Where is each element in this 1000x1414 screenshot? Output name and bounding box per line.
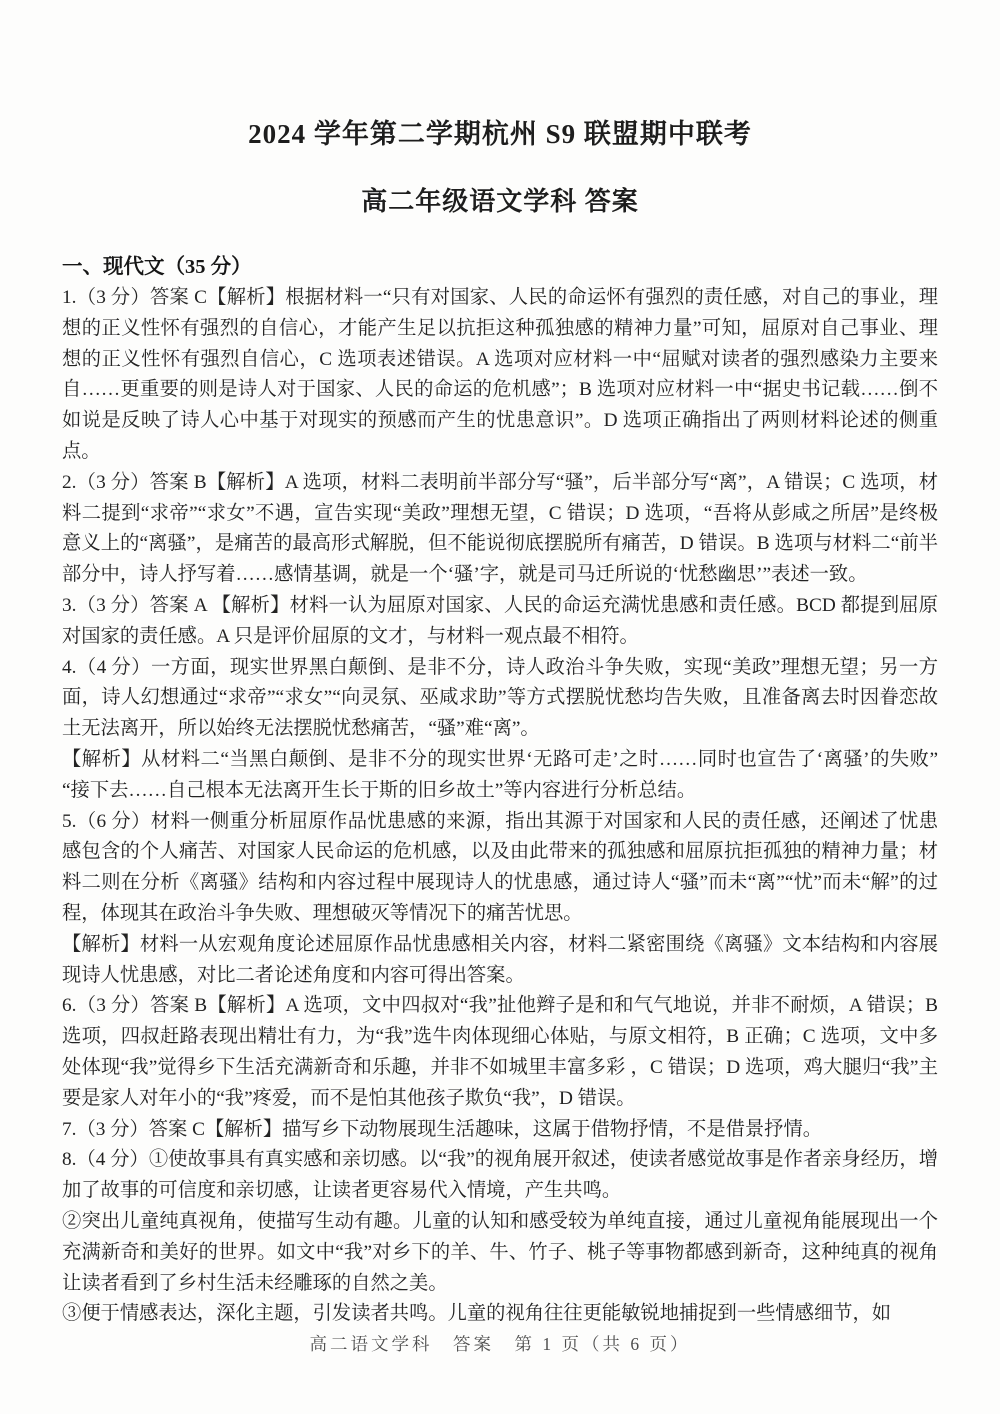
answer-8-point-2: ②突出儿童纯真视角，使描写生动有趣。儿童的认知和感受较为单纯直接，通过儿童视角能展现出一个充满新奇和美好的世界。如文中“我”对乡下的羊、牛、竹子、桃子等事物都感到新奇，这种纯真的视角让读者看到了乡村生活未经雕琢的自然之美。: [62, 1210, 938, 1294]
answer-5-analysis: 【解析】材料一从宏观角度论述屈原作品忧患感相关内容，材料二紧密围绕《离骚》文本结构和内容展现诗人忧患感，对比二者论述角度和内容可得出答案。: [62, 933, 938, 986]
answer-4-analysis: 【解析】从材料二“当黑白颠倒、是非不分的现实世界‘无路可走’之时……同时也宣告了‘离骚’的失败”“接下去……自己根本无法离开生长于斯的旧乡故土”等内容进行分析总结。: [62, 748, 938, 801]
answer-4: 4.（4 分）一方面，现实世界黑白颠倒、是非不分，诗人政治斗争失败，实现“美政”理想无望；另一方面，诗人幻想通过“求帝”“求女”“向灵氛、巫咸求助”等方式摆脱忧愁均告失败，且准备离去时因眷恋故土无法离开，所以始终无法摆脱忧愁痛苦，“骚”难“离”。: [62, 656, 938, 740]
answers-body: [62, 283, 938, 1330]
answer-6: 6.（3 分）答案 B【解析】A 选项，文中四叔对“我”扯他辫子是和和气气地说，并非不耐烦，A 错误；B 选项，四叔赶路表现出精壮有力，为“我”选牛肉体现细心体贴，与原文相符，B 正确；C 选项，文中多处体现“我”觉得乡下生活充满新奇和乐趣，并非不如城里丰富多彩 ，C 错误；D 选项，鸡大腿归“我”主要是家人对年小的“我”疼爱，而不是怕其他孩子欺负“我”，D 错误。: [62, 995, 938, 1109]
answer-8-point-3: ③便于情感表达，深化主题，引发读者共鸣。儿童的视角往往更能敏锐地捕捉到一些情感细节，如: [62, 1303, 892, 1325]
page-subtitle: 高二年级语文学科 答案: [361, 187, 639, 216]
answer-8-point-1: 8.（4 分）①使故事具有真实感和亲切感。以“我”的视角展开叙述，使读者感觉故事是作者亲身经历，增加了故事的可信度和亲切感，让读者更容易代入情境，产生共鸣。: [62, 1149, 938, 1202]
page-title: 2024 学年第二学期杭州 S9 联盟期中联考: [248, 119, 752, 149]
answer-3: 3.（3 分）答案 A 【解析】材料一认为屈原对国家、人民的命运充满忧患感和责任感。BCD 都提到屈原对国家的责任感。A 只是评价屈原的文才，与材料一观点最不相符。: [62, 594, 938, 647]
answer-2: 2.（3 分）答案 B【解析】A 选项，材料二表明前半部分写“骚”，后半部分写“离”，A 错误；C 选项，材料二提到“求帝”“求女”不遇，宣告实现“美政”理想无望，C 错误；D 选项，“吾将从彭咸之所居”是终极意义上的“离骚”，是痛苦的最高形式解脱，但不能说彻底摆脱所有痛苦，D 错误。B 选项与材料二“前半部分中，诗人抒写着……感情基调，就是一个‘骚’字，就是司马迁所说的‘忧愁幽思’”表述一致。: [62, 471, 938, 586]
answer-1: 1.（3 分）答案 C【解析】根据材料一“只有对国家、人民的命运怀有强烈的责任感，对自己的事业，理想的正义性怀有强烈的自信心，才能产生足以抗拒这种孤独感的精神力量”可知，屈原对自己事业、理想的正义性怀有强烈自信心，C 选项表述错误。A 选项对应材料一中“屈赋对读者的强烈感染力主要来自……更重要的则是诗人对于国家、人民的命运的危机感”；B 选项对应材料一中“据史书记载……倒不如说是反映了诗人心中基于对现实的预感而产生的忧患意识”。D 选项正确指出了两则材料论述的侧重点。: [62, 287, 938, 462]
page-footer: 高二语文学科 答案 第 1 页（共 6 页）: [309, 1334, 691, 1354]
answer-5: 5.（6 分）材料一侧重分析屈原作品忧患感的来源，指出其源于对国家和人民的责任感，还阐述了忧患感包含的个人痛苦、对国家人民命运的危机感，以及由此带来的孤独感和屈原抗拒孤独的精神力量；材料二则在分析《离骚》结构和内容过程中展现诗人的忧患感，通过诗人“骚”而未“离”“忧”而未“解”的过程，体现其在政治斗争失败、理想破灭等情况下的痛苦忧思。: [62, 810, 938, 924]
answer-7: 7.（3 分）答案 C【解析】描写乡下动物展现生活趣味，这属于借物抒情，不是借景抒情。: [62, 1118, 823, 1140]
section-heading-modern-text: 一、现代文（35 分）: [62, 256, 252, 278]
